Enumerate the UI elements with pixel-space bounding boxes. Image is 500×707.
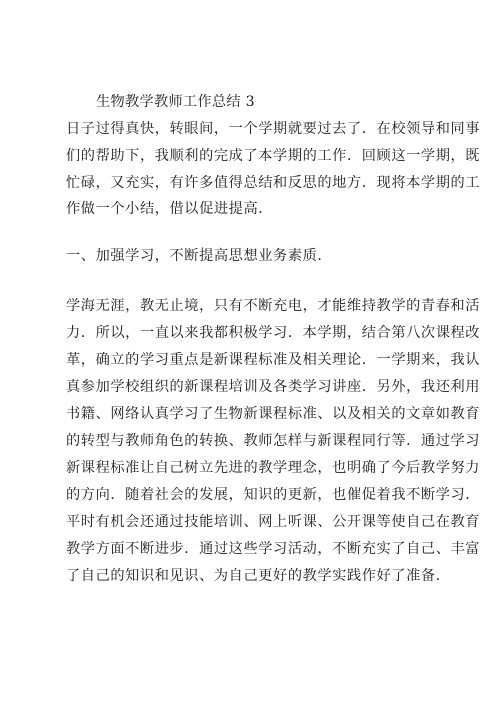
body-line: 的转型与教师角色的转换、教师怎样与新课程同行等．通过学习	[66, 433, 481, 449]
document-title: 生物教学教师工作总结 3	[96, 94, 256, 110]
body-line: 教学方面不断进步．通过这些学习活动，不断充实了自己、丰富	[66, 541, 481, 557]
body-line: 平时有机会还通过技能培训、网上听课、公开课等使自己在教育	[66, 514, 481, 530]
body-line: 真参加学校组织的新课程培训及各类学习讲座．另外，我还利用	[66, 379, 481, 395]
intro-line: 们的帮助下，我顺利的完成了本学期的工作．回顾这一学期，既	[66, 148, 481, 164]
body-line: 力．所以，一直以来我都积极学习．本学期，结合第八次课程改	[66, 325, 481, 341]
body-line: 书籍、网络认真学习了生物新课程标准、以及相关的文章如教育	[66, 406, 481, 422]
intro-line: 忙碌，又充实，有许多值得总结和反思的地方．现将本学期的工	[66, 175, 481, 191]
intro-line: 作做一个小结，借以促进提高．	[66, 201, 274, 217]
body-line: 学海无涯，教无止境，只有不断充电，才能维持教学的青春和活	[66, 298, 481, 314]
body-line: 了自己的知识和见识、为自己更好的教学实践作好了准备．	[66, 568, 451, 584]
intro-line: 日子过得真快，转眼间，一个学期就要过去了．在校领导和同事	[66, 121, 481, 137]
body-line: 的方向．随着社会的发展，知识的更新，也催促着我不断学习．	[66, 487, 481, 503]
body-line: 革，确立的学习重点是新课程标准及相关理论．一学期来，我认	[66, 352, 481, 368]
body-line: 新课程标准让自己树立先进的教学理念，也明确了今后教学努力	[66, 460, 481, 476]
section-heading: 一、加强学习，不断提高思想业务素质．	[66, 248, 333, 264]
